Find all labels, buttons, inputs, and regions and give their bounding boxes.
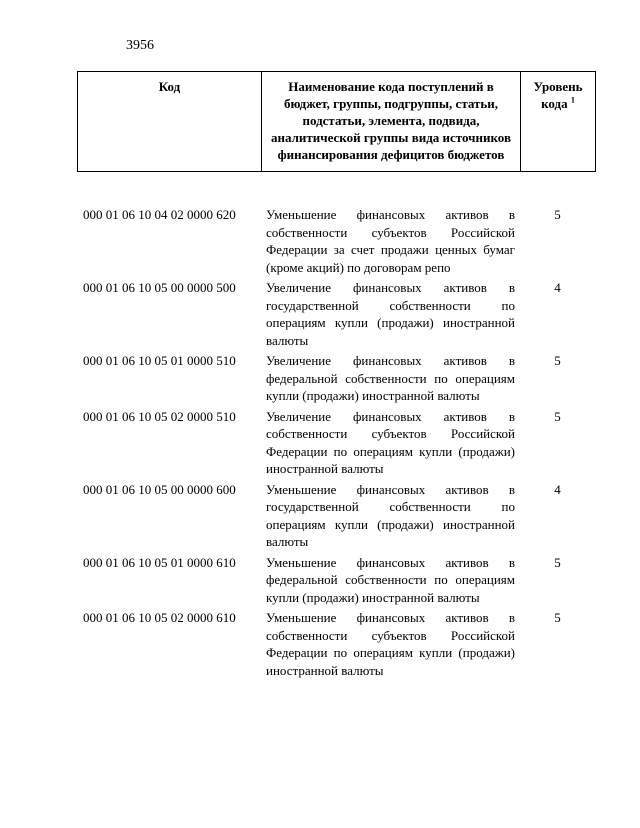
row-code: 000 01 06 10 05 02 0000 610 [83,610,236,625]
header-code [78,72,262,172]
row-code: 000 01 06 10 05 01 0000 610 [83,554,236,570]
header-code-label: Код [158,79,181,94]
row-code: 000 01 06 10 05 00 0000 500 [83,280,236,295]
row-name: Уменьшение финансовых активов в федеральной собственности по операциям купли (продажи) иностранной валюты [266,554,515,605]
page-number: 3956 [126,38,154,53]
row-code: 000 01 06 10 05 02 0000 510 [83,408,236,424]
table-row [77,481,595,551]
row-level: 5 [554,207,561,222]
row-level: 5 [554,610,561,625]
row-name: Уменьшение финансовых активов в собственности субъектов Российской Федерации за счет продажи ценных бумаг (кроме акций) по договорам репо [266,207,515,275]
header-name [262,72,521,172]
header-row [78,72,596,172]
row-code: 000 01 06 10 05 00 0000 600 [83,481,236,497]
row-level: 4 [554,481,561,497]
row-name: Увеличение финансовых активов в государственной собственности по операциям купли (продажи) иностранной валюты [266,280,515,348]
table-row [77,609,595,679]
table-row [77,206,595,276]
row-code: 000 01 06 10 04 02 0000 620 [83,207,236,222]
header-name-label: Наименование кода поступлений в бюджет, группы, подгруппы, статьи, подстатьи, элемента, подвида, аналитической группы вида источников финансирования дефицитов бюджетов [271,79,511,162]
row-level: 4 [554,280,561,295]
row-name: Уменьшение финансовых активов в собственности субъектов Российской Федерации по операциям купли (продажи) иностранной валюты [266,610,515,678]
header-level-label: Уровень кода [533,79,583,111]
row-level: 5 [554,408,561,424]
header-level-footnote: 1 [570,95,575,105]
row-level: 5 [554,554,561,570]
table-row [77,408,595,478]
table-row [77,554,595,607]
header-level [521,72,596,172]
table-row [77,352,595,405]
table-row [77,279,595,349]
row-code: 000 01 06 10 05 01 0000 510 [83,353,236,368]
table-header [77,71,596,172]
row-name: Уменьшение финансовых активов в государственной собственности по операциям купли (продажи) иностранной валюты [266,481,515,549]
table-body [77,206,595,682]
row-name: Увеличение финансовых активов в федеральной собственности по операциям купли (продажи) иностранной валюты [266,353,515,403]
row-level: 5 [554,353,561,368]
row-name: Увеличение финансовых активов в собственности субъектов Российской Федерации по операциям купли (продажи) иностранной валюты [266,408,515,476]
